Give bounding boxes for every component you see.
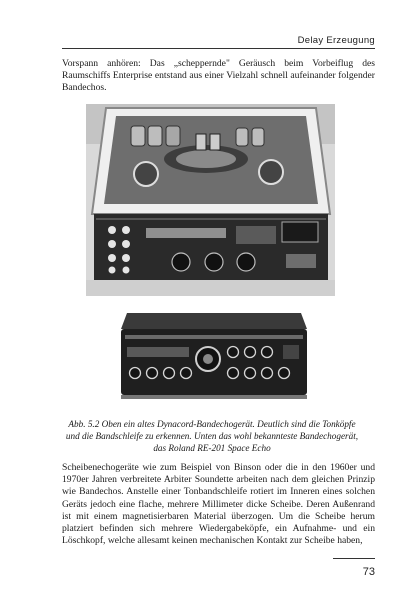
footer-rule	[333, 558, 375, 559]
page-number: 73	[362, 566, 375, 578]
dynacord-tape-echo-photo	[86, 104, 335, 296]
body-paragraph: Scheibenechogeräte wie zum Beispiel von Binson oder die in den 1960er und 1970er Jahren verbreitete Arbiter Soundette arbeiten nach dem gleichen Prinzip wie Bandechos. Anstelle einer Tonbandschleife rotiert im Inneren eines solchen Geräts jedoch eine flache, mehrere Millimeter dicke Scheibe. Deren Außenrand ist mit einem magnetisierbaren Material überzogen. Um die Scheibe herum platziert befinden sich mehrere Wiedergabeköpfe, ein Aufnahme- und ein Löschkopf, welche allesamt keinen mechanischen Kontakt zur Scheibe haben,	[62, 462, 375, 547]
figure-caption: Abb. 5.2 Oben ein altes Dynacord-Bandechogerät. Deutlich sind die Tonköpfe und die Bandschleife zu erkennen. Unten das wohl bekannteste Bandechogerät, das Roland RE-201 Space Echo	[65, 419, 359, 453]
intro-paragraph: Vorspann anhören: Das „scheppernde" Geräusch beim Vorbeiflug des Raumschiffs Enterprise entstand aus einer Vielzahl schnell aufeinander folgender Bandechos.	[62, 58, 375, 94]
running-header: Delay Erzeugung	[297, 35, 375, 46]
roland-space-echo-photo	[113, 307, 311, 404]
header-rule	[62, 48, 375, 49]
